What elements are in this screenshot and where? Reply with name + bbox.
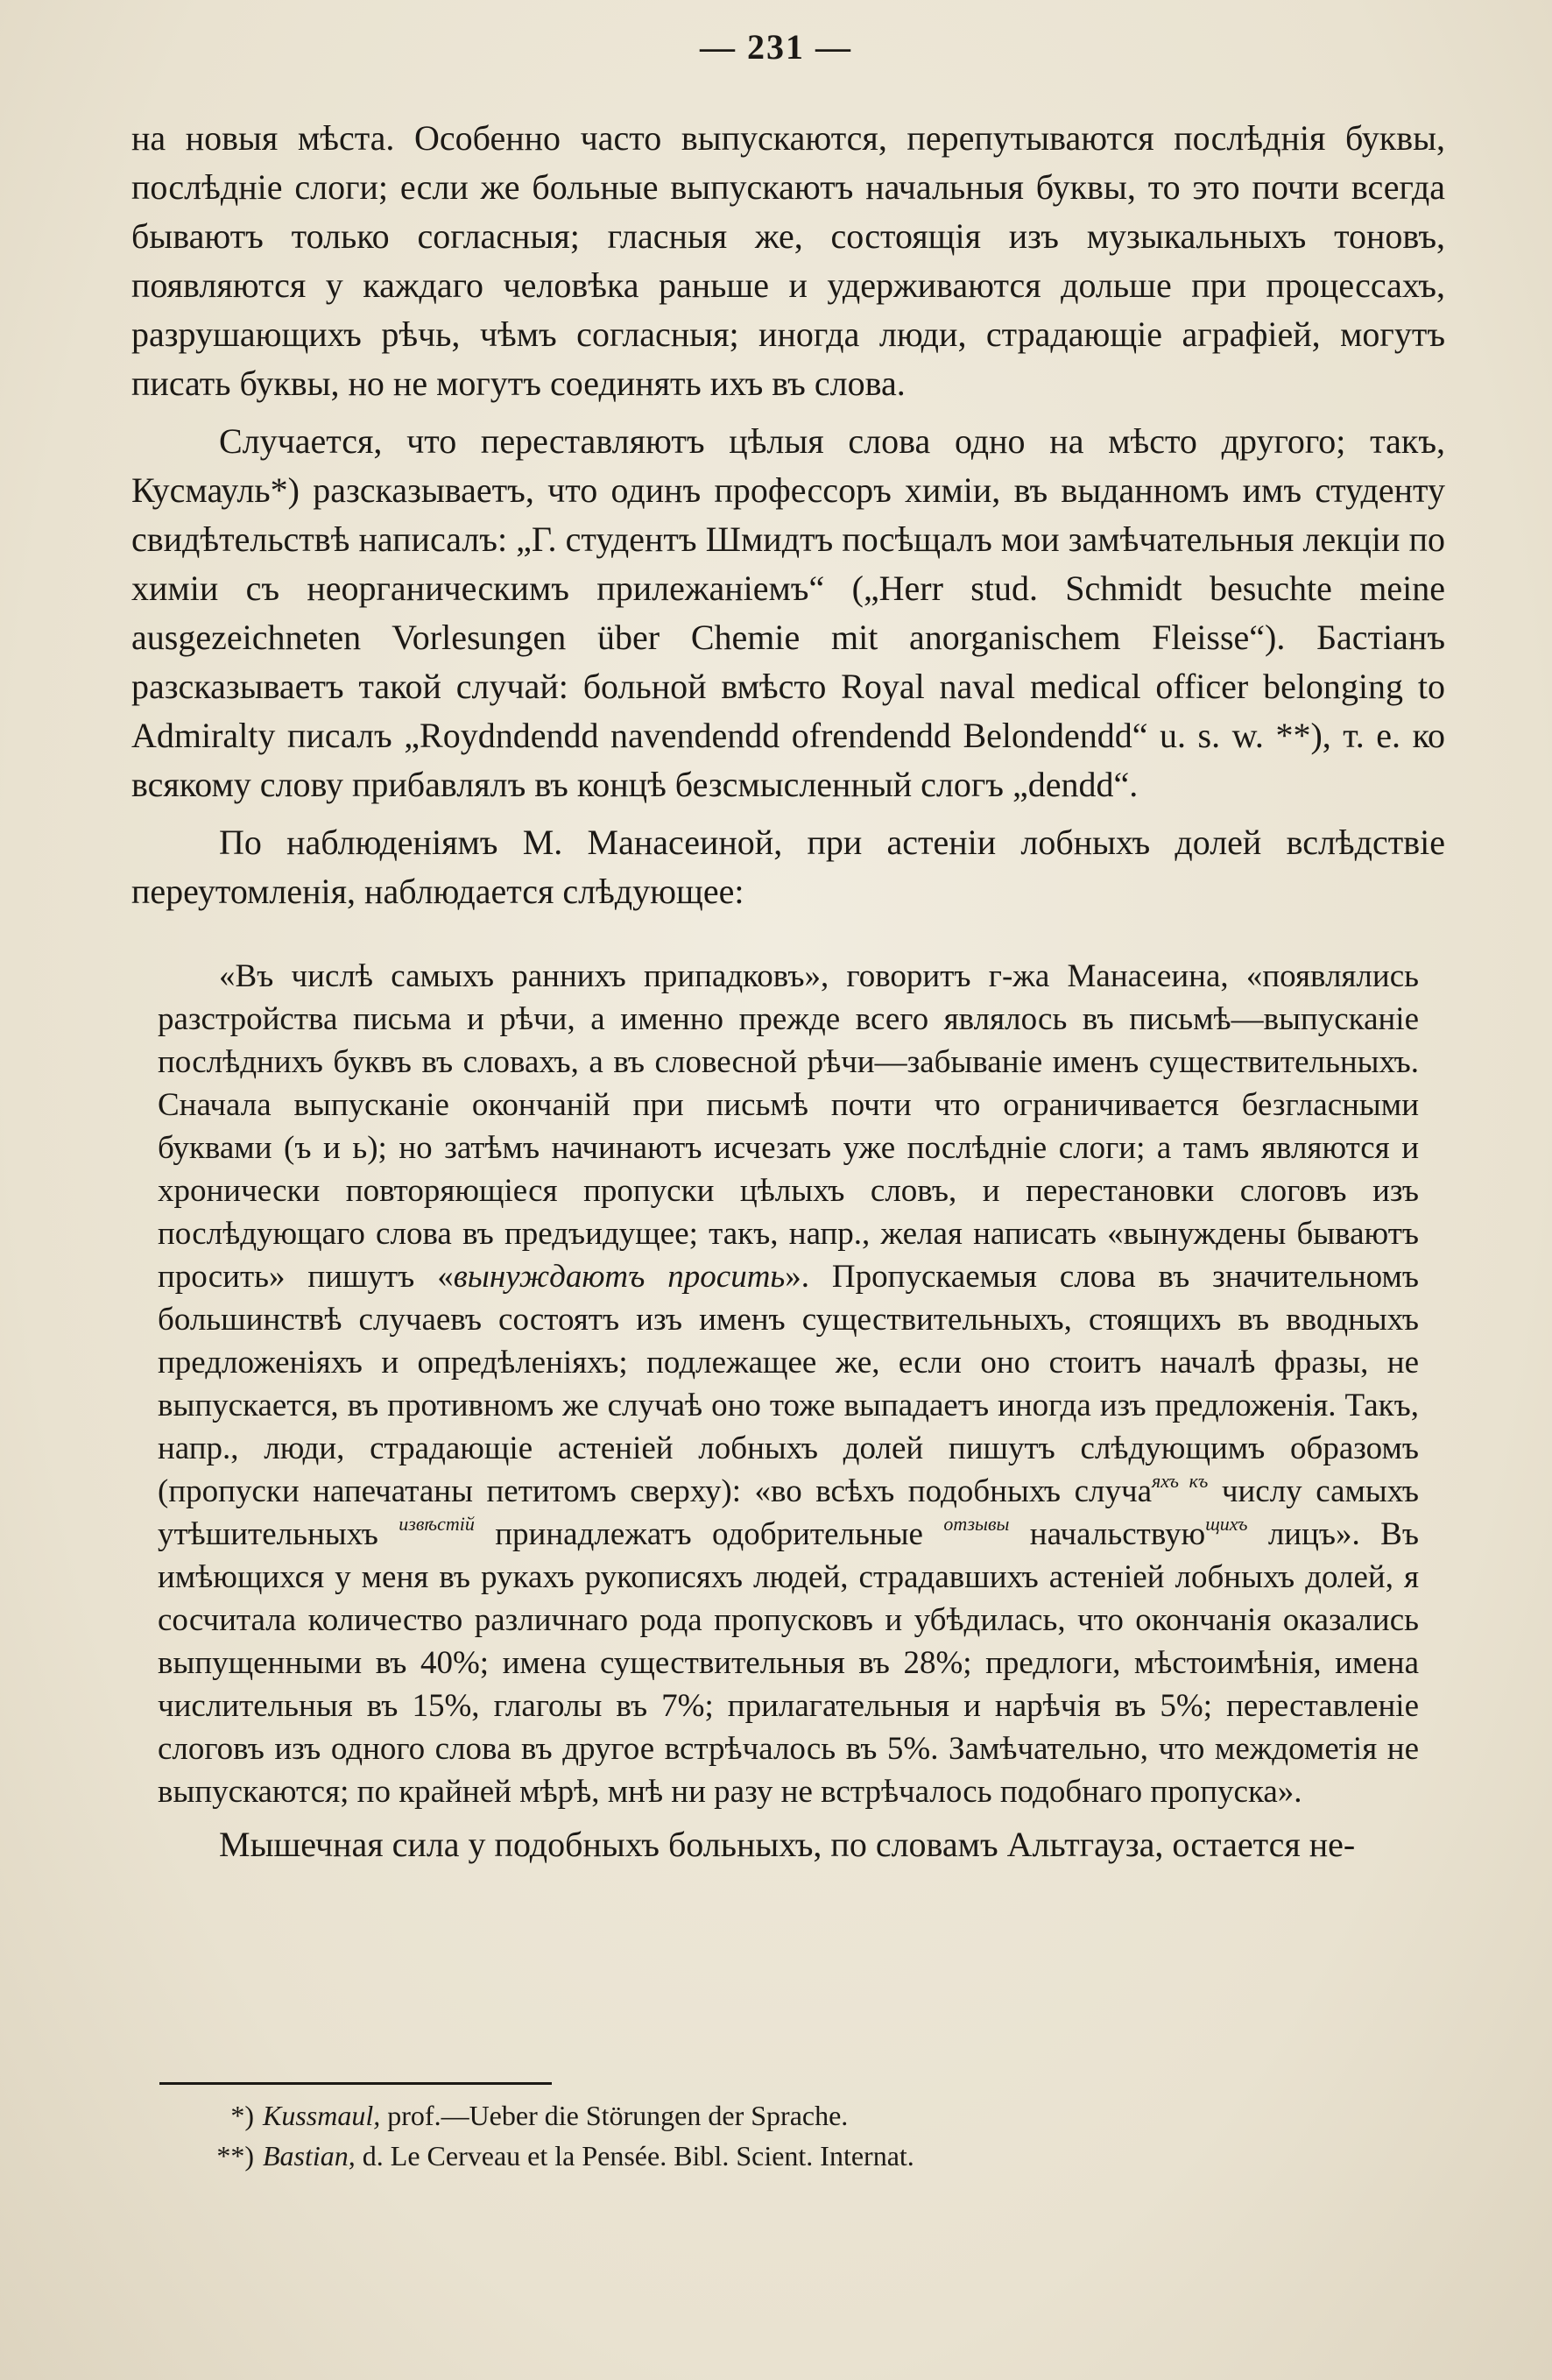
quote-text-3: числу самыхъ утѣшительныхъ [158,1473,1419,1552]
paragraph-2: Случается, что переставляютъ цѣлыя слова одно на мѣсто другого; такъ, Кусмауль*) разсказываетъ, что одинъ профессоръ химіи, въ выданномъ имъ студенту свидѣтельствѣ написалъ: „Г. студентъ Шмидтъ посѣщалъ мои замѣчательныя лекціи по химіи съ неорганическимъ прилежаніемъ“ („Herr stud. Schmidt besuchte meine ausgezeichneten Vorlesungen über Chemie mit anorganischem Fleisse“). Бастіанъ разсказываетъ такой случай: больной вмѣсто Royal naval medical officer belonging to Admiralty писалъ „Roydndendd navendendd ofrendendd Belondendd“ u. s. w. **), т. е. ко всякому слову прибавлялъ въ концѣ безсмысленный слогъ „dendd“. [131,421,1445,804]
quote-superscript-1: яхъ къ [1152,1470,1209,1492]
quote-italic: вынуждаютъ просить [453,1259,786,1295]
footnote-1 [201,2095,1428,2136]
quote-text-1: «Въ числѣ самыхъ раннихъ припадковъ», говоритъ г-жа Манасеина, «появлялись разстройства письма и рѣчи, а именно прежде всего являлось въ письмѣ—выпусканіе послѣднихъ буквъ въ словахъ, а въ словесной рѣчи—забываніе именъ существительныхъ. Сначала выпусканіе окончаній при письмѣ почти что ограничивается безгласными буквами (ъ и ь); но затѣмъ начинаютъ исчезать уже послѣдніе слоги; а тамъ являются и хронически повторяющіеся пропуски цѣлыхъ словъ, и перестановки слоговъ изъ послѣдующаго слова въ предъидущее; такъ, напр., желая написать «вынуждены бываютъ просить» пишутъ « [158,958,1419,1295]
quote-superscript-4: щихъ [1205,1513,1248,1535]
paragraph-3: По наблюденіямъ М. Манасеиной, при астеніи лобныхъ долей вслѣдствіе переутомленія, наблюдается слѣдующее: [131,823,1445,911]
quote-text-2: ». Пропускаемыя слова въ значительномъ большинствѣ случаевъ состоятъ изъ именъ существительныхъ, стоящихъ въ вводныхъ предложеніяхъ и опредѣленіяхъ; подлежащее же, если оно стоитъ началѣ фразы, не выпускается, въ противномъ же случаѣ оно тоже выпадаетъ иногда изъ предложенія. Такъ, напр., люди, страдающіе астеніей лобныхъ долей пишутъ слѣдующимъ образомъ (пропуски напечатаны петитомъ сверху): «во всѣхъ подобныхъ случа [158,1259,1420,1509]
footnote-divider [159,2082,552,2085]
footnote-text: prof.—Ueber die Störungen der Sprache. [380,2100,849,2131]
page-number: — 231 — [700,27,852,67]
footnote-author: Kussmaul, [263,2100,381,2131]
quote-text-4: принадлежатъ одобрительные [474,1516,944,1552]
footnote-mark: *) [230,2100,254,2131]
closing-paragraph: Мышечная сила у подобныхъ больныхъ, по словамъ Альтгауза, остается не- [219,1825,1356,1864]
quote-superscript-2: извѣстій [399,1513,475,1535]
quote-text-5: начальствую [1009,1516,1206,1552]
footnote-mark: **) [216,2140,254,2172]
page-body [131,114,1445,1878]
quote-text-6: лицъ». Въ имѣющихся у меня въ рукахъ рукописяхъ людей, страдавшихъ астеніей лобныхъ долей, я сосчитала количество различнаго рода пропусковъ и убѣдилась, что окончанія оказались выпущенными въ 40%; имена существительныя въ 28%; предлоги, мѣстоимѣнія, имена числительныя въ 15%, глаголы въ 7%; прилагательныя и нарѣчія въ 5%; переставленіе слоговъ изъ одного слова въ другое встрѣчалось въ 5%. Замѣчательно, что междометія не выпускаются; по крайней мѣрѣ, мнѣ ни разу не встрѣчалось подобнаго пропуска». [158,1516,1419,1810]
quote-superscript-3: отзывы [943,1513,1010,1535]
footnote-2 [201,2136,1428,2176]
block-quote [158,955,1419,1813]
footnote-text: d. Le Cerveau et la Pensée. Bibl. Scient. Internat. [355,2140,914,2172]
footnote-author: Bastian, [263,2140,356,2172]
footnotes [201,2095,1428,2176]
paragraph-1: на новыя мѣста. Особенно часто выпускаются, перепутываются послѣднія буквы, послѣдніе слоги; если же больные выпускаютъ начальныя буквы, то это почти всегда бываютъ только согласныя; гласныя же, состоящія изъ музыкальныхъ тоновъ, появляются у каждаго человѣка раньше и удерживаются дольше при процессахъ, разрушающихъ рѣчь, чѣмъ согласныя; иногда люди, страдающіе аграфіей, могутъ писать буквы, но не могутъ соединять ихъ въ слова. [131,118,1445,403]
